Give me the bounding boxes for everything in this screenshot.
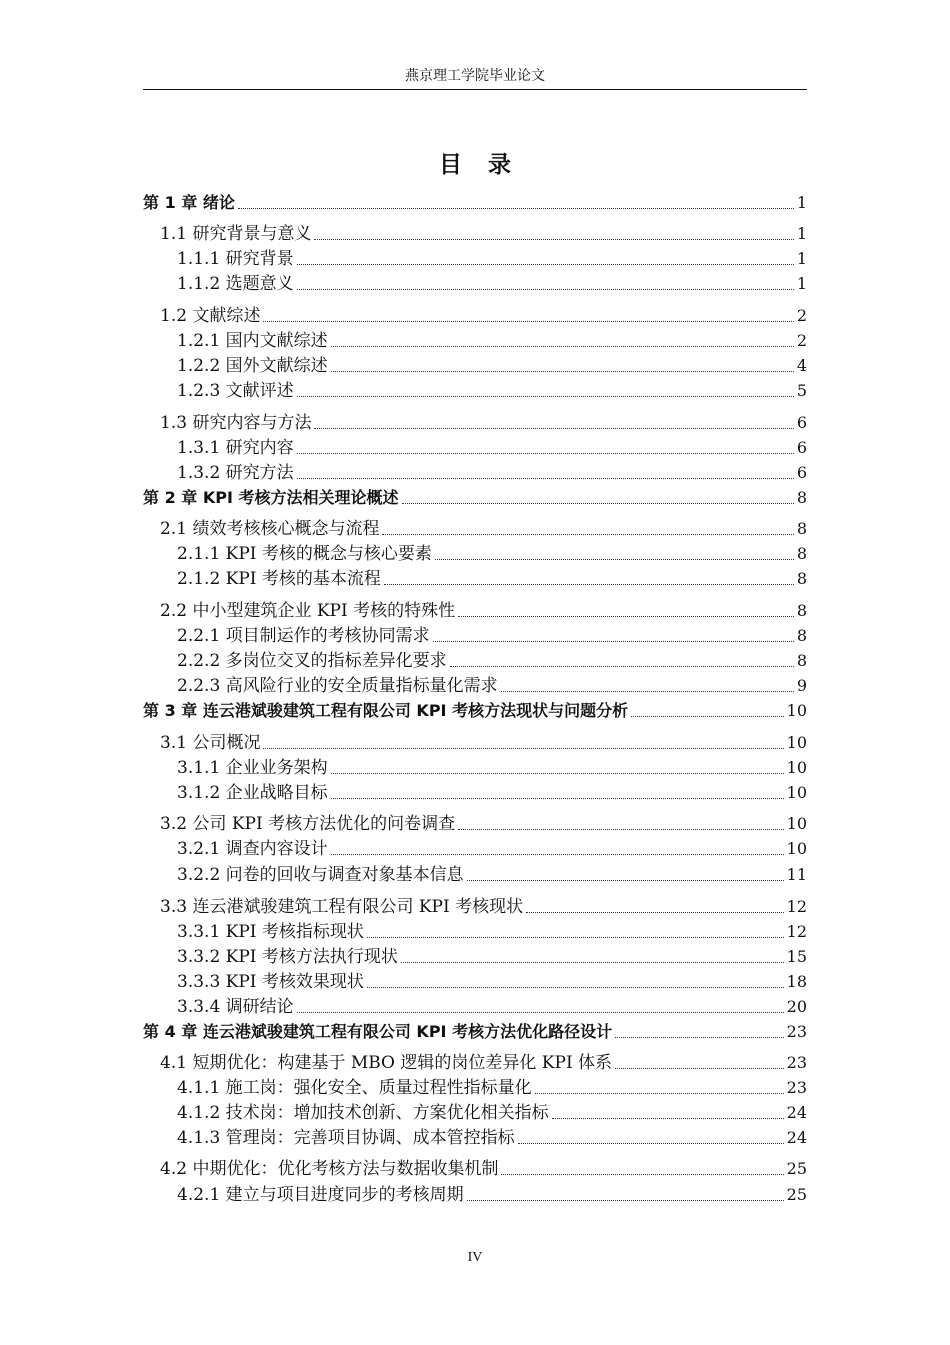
toc-entry-label: 3.2 公司 KPI 考核方法优化的问卷调查 [160,814,456,834]
toc-entry-page: 8 [796,519,807,538]
toc-entry-label: 4.1.1 施工岗：强化安全、质量过程性指标量化 [177,1078,532,1098]
toc-entry-page: 23 [786,1078,807,1097]
toc-subsection-entry[interactable] [177,756,807,780]
toc-subsection-entry[interactable] [177,329,807,353]
toc-dot-leader [615,1037,784,1038]
toc-entry-page: 20 [786,997,807,1016]
toc-entry-page: 6 [796,413,807,432]
toc-entry-label: 2.2.2 多岗位交叉的指标差异化要求 [177,651,447,671]
toc-subsection-entry[interactable] [177,379,807,403]
toc-entry-label: 4.2 中期优化：优化考核方法与数据收集机制 [160,1159,499,1179]
toc-entry-page: 10 [786,783,807,802]
toc-entry-page: 24 [786,1103,807,1122]
toc-subsection-entry[interactable] [177,1101,807,1125]
toc-subsection-entry[interactable] [177,649,807,673]
toc-section-entry[interactable] [160,812,807,836]
toc-entry-page: 24 [786,1128,807,1147]
toc-entry-label: 3.2.1 调查内容设计 [177,839,328,859]
toc-entry-label: 3.3.3 KPI 考核效果现状 [177,972,364,992]
toc-chapter-entry[interactable] [143,191,807,215]
toc-entry-label: 1.2 文献综述 [160,306,261,326]
toc-entry-page: 8 [796,626,807,645]
toc-subsection-entry[interactable] [177,863,807,887]
toc-subsection-entry[interactable] [177,624,807,648]
toc-subsection-entry[interactable] [177,354,807,378]
toc-chapter-entry[interactable] [143,699,807,723]
toc-section-entry[interactable] [160,411,807,435]
toc-entry-label: 4.1 短期优化：构建基于 MBO 逻辑的岗位差异化 KPI 体系 [160,1053,613,1073]
toc-dot-leader [331,346,794,347]
toc-entry-label: 2.2.1 项目制运作的考核协同需求 [177,626,430,646]
toc-section-entry[interactable] [160,222,807,246]
toc-subsection-entry[interactable] [177,1183,807,1207]
toc-entry-page: 12 [786,922,807,941]
toc-entry-label: 1.1 研究背景与意义 [160,224,312,244]
toc-dot-leader [297,264,794,265]
toc-entry-label: 2.2 中小型建筑企业 KPI 考核的特殊性 [160,601,456,621]
toc-entry-page: 12 [786,897,807,916]
toc-dot-leader [467,880,784,881]
toc-entry-label: 1.3 研究内容与方法 [160,413,312,433]
toc-chapter-entry[interactable] [143,486,807,510]
toc-dot-leader [263,748,783,749]
toc-dot-leader [615,1068,784,1069]
toc-entry-label: 第 4 章 连云港斌骏建筑工程有限公司 KPI 考核方法优化路径设计 [143,1022,613,1041]
toc-entry-page: 2 [796,331,807,350]
toc-dot-leader [297,453,794,454]
toc-section-entry[interactable] [160,599,807,623]
running-header: 燕京理工学院毕业论文 [405,68,545,84]
toc-entry-label: 第 2 章 KPI 考核方法相关理论概述 [143,488,399,507]
toc-dot-leader [458,829,784,830]
toc-entry-page: 5 [796,381,807,400]
toc-dot-leader [526,912,784,913]
toc-subsection-entry[interactable] [177,837,807,861]
toc-dot-leader [467,1200,784,1201]
toc-dot-leader [331,854,784,855]
toc-dot-leader [450,666,794,667]
toc-subsection-entry[interactable] [177,970,807,994]
toc-entry-page: 8 [796,488,807,507]
toc-entry-label: 3.3.2 KPI 考核方法执行现状 [177,947,398,967]
toc-entry-label: 3.1.1 企业业务架构 [177,758,328,778]
toc-entry-page: 10 [786,814,807,833]
toc-dot-leader [238,208,794,209]
toc-dot-leader [314,239,793,240]
toc-entry-page: 23 [786,1022,807,1041]
toc-entry-label: 1.2.2 国外文献综述 [177,356,328,376]
toc-entry-page: 10 [786,701,807,720]
toc-dot-leader [535,1093,784,1094]
toc-dot-leader [458,616,794,617]
toc-entry-page: 10 [786,839,807,858]
toc-dot-leader [435,559,794,560]
toc-subsection-entry[interactable] [177,1076,807,1100]
toc-section-entry[interactable] [160,1051,807,1075]
toc-dot-leader [501,1174,783,1175]
toc-entry-page: 8 [796,651,807,670]
toc-entry-page: 6 [796,463,807,482]
toc-entry-label: 第 3 章 连云港斌骏建筑工程有限公司 KPI 考核方法现状与问题分析 [143,701,629,720]
page-number: IV [467,1250,483,1265]
toc-dot-leader [314,428,793,429]
toc-entry-label: 2.1.1 KPI 考核的概念与核心要素 [177,544,432,564]
toc-entry-label: 4.2.1 建立与项目进度同步的考核周期 [177,1185,464,1205]
toc-dot-leader [631,716,784,717]
toc-dot-leader [367,987,784,988]
toc-dot-leader [501,691,794,692]
toc-entry-label: 第 1 章 绪论 [143,193,235,212]
toc-entry-page: 11 [786,865,807,884]
toc-entry-label: 3.1 公司概况 [160,733,261,753]
toc-entry-page: 8 [796,569,807,588]
toc-dot-leader [384,584,794,585]
toc-chapter-entry[interactable] [143,1020,807,1044]
toc-subsection-entry[interactable] [177,567,807,591]
toc-entry-page: 8 [796,544,807,563]
toc-dot-leader [331,773,784,774]
toc-dot-leader [401,962,784,963]
toc-subsection-entry[interactable] [177,247,807,271]
toc-entry-label: 2.1 绩效考核核心概念与流程 [160,519,380,539]
toc-section-entry[interactable] [160,517,807,541]
toc-entry-label: 4.1.3 管理岗：完善项目协调、成本管控指标 [177,1128,515,1148]
toc-entry-page: 8 [796,601,807,620]
toc-entry-page: 10 [786,758,807,777]
toc-entry-label: 1.1.2 选题意义 [177,274,294,294]
toc-entry-page: 4 [796,356,807,375]
toc-title: 目录 [439,152,537,178]
toc-entry-label: 2.2.3 高风险行业的安全质量指标量化需求 [177,676,498,696]
toc-entry-page: 1 [796,249,807,268]
toc-entry-page: 1 [796,193,807,212]
toc-subsection-entry[interactable] [177,542,807,566]
toc-section-entry[interactable] [160,1157,807,1181]
toc-entry-page: 6 [796,438,807,457]
toc-subsection-entry[interactable] [177,272,807,296]
toc-entry-page: 23 [786,1053,807,1072]
toc-entry-page: 18 [786,972,807,991]
toc-entry-page: 1 [796,274,807,293]
toc-entry-page: 2 [796,306,807,325]
toc-entry-label: 3.3.4 调研结论 [177,997,294,1017]
toc-entry-label: 3.2.2 问卷的回收与调查对象基本信息 [177,865,464,885]
toc-entry-label: 2.1.2 KPI 考核的基本流程 [177,569,381,589]
toc-section-entry[interactable] [160,731,807,755]
toc-subsection-entry[interactable] [177,781,807,805]
toc-entry-label: 1.2.3 文献评述 [177,381,294,401]
toc-dot-leader [263,321,793,322]
toc-dot-leader [518,1143,784,1144]
toc-dot-leader [433,641,794,642]
toc-subsection-entry[interactable] [177,995,807,1019]
toc-entry-page: 15 [786,947,807,966]
toc-entry-label: 1.1.1 研究背景 [177,249,294,269]
toc-dot-leader [331,798,784,799]
toc-entry-label: 1.3.2 研究方法 [177,463,294,483]
toc-entry-page: 10 [786,733,807,752]
toc-section-entry[interactable] [160,895,807,919]
toc-dot-leader [297,396,794,397]
toc-section-entry[interactable] [160,304,807,328]
toc-entry-page: 25 [786,1159,807,1178]
toc-dot-leader [297,1012,784,1013]
toc-dot-leader [402,503,794,504]
toc-entry-label: 1.3.1 研究内容 [177,438,294,458]
toc-subsection-entry[interactable] [177,436,807,460]
toc-dot-leader [297,478,794,479]
toc-entry-label: 4.1.2 技术岗：增加技术创新、方案优化相关指标 [177,1103,549,1123]
toc-subsection-entry[interactable] [177,1126,807,1150]
toc-entry-page: 25 [786,1185,807,1204]
toc-subsection-entry[interactable] [177,945,807,969]
toc-dot-leader [552,1118,784,1119]
toc-entry-page: 9 [796,676,807,695]
toc-entry-label: 1.2.1 国内文献综述 [177,331,328,351]
toc-entry-label: 3.1.2 企业战略目标 [177,783,328,803]
toc-dot-leader [367,937,784,938]
toc-subsection-entry[interactable] [177,461,807,485]
toc-entry-page: 1 [796,224,807,243]
toc-dot-leader [331,371,794,372]
toc-subsection-entry[interactable] [177,674,807,698]
toc-entry-label: 3.3 连云港斌骏建筑工程有限公司 KPI 考核现状 [160,897,524,917]
toc-dot-leader [382,534,793,535]
toc-entry-label: 3.3.1 KPI 考核指标现状 [177,922,364,942]
toc-subsection-entry[interactable] [177,920,807,944]
toc-dot-leader [297,289,794,290]
